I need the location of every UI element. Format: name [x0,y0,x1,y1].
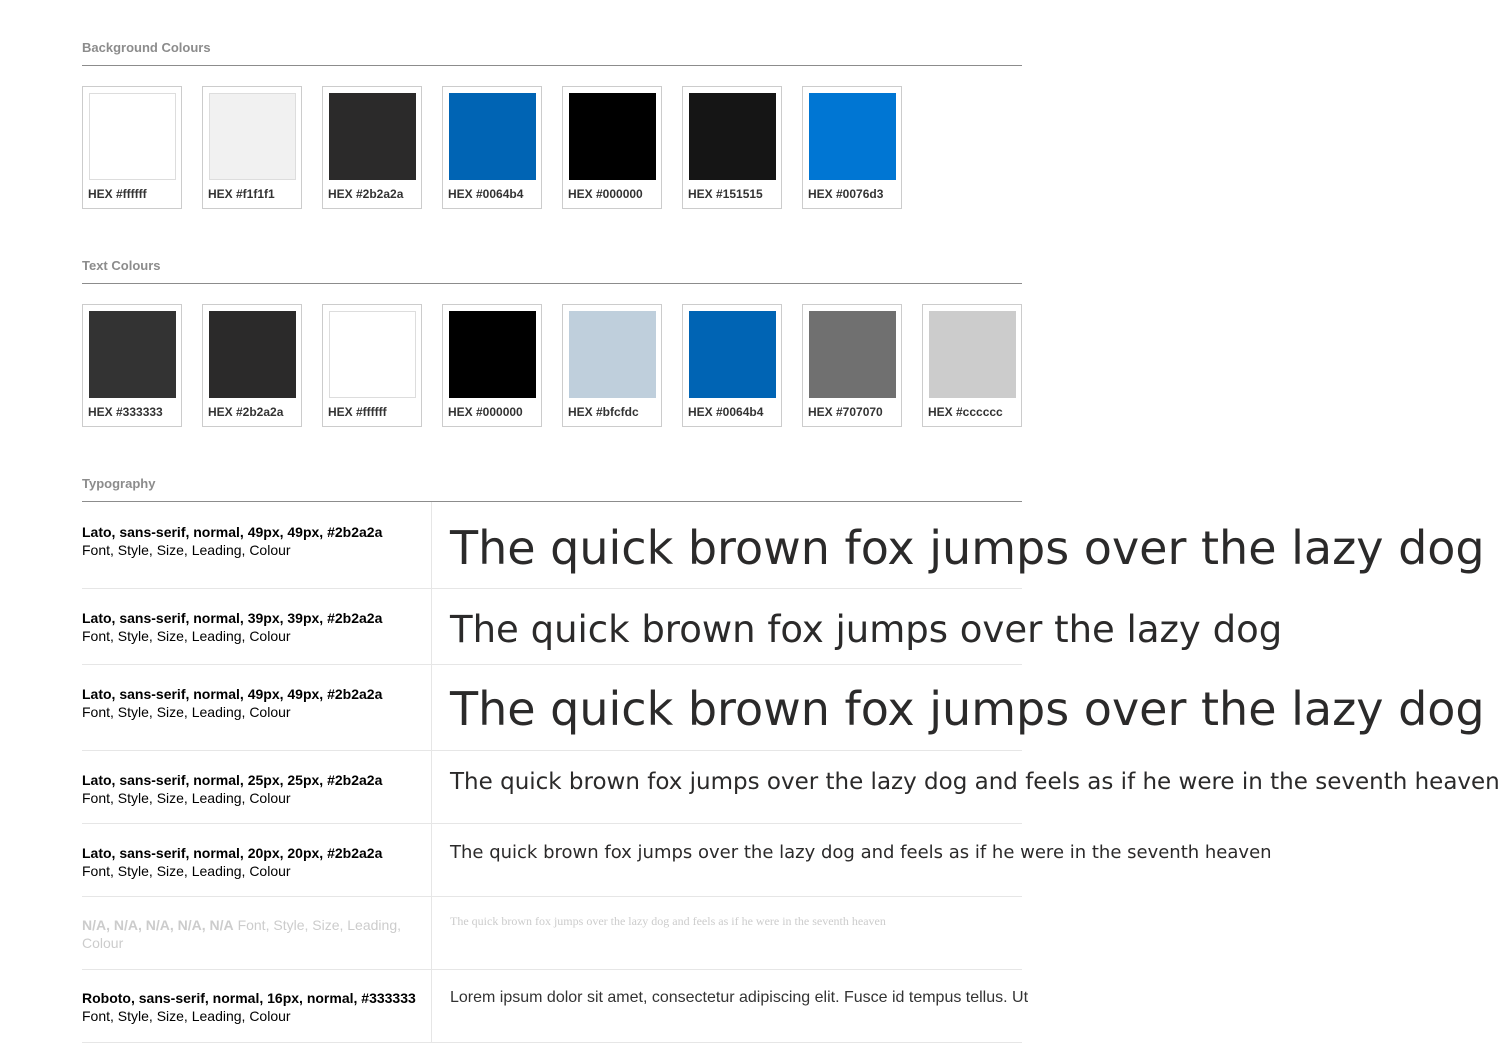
spec-values: Lato, sans-serif, normal, 49px, 49px, #2b2a2a [82,686,383,702]
text-colours-swatches [82,304,1042,428]
color-chip [569,93,656,180]
spec-values: Lato, sans-serif, normal, 49px, 49px, #2b2a2a [82,524,383,540]
spec-descriptor: Font, Style, Size, Leading, Colour [82,917,401,951]
typography-sample: The quick brown fox jumps over the lazy dog [450,608,1283,651]
hex-label: HEX #000000 [568,187,643,201]
swatch [802,86,902,209]
color-chip [89,93,176,180]
background-colours-divider [82,65,1022,66]
swatch [322,304,422,427]
hex-label: HEX #0076d3 [808,187,884,201]
swatch [322,86,422,209]
color-chip [209,311,296,398]
color-chip [569,311,656,398]
swatch [562,304,662,427]
hex-label: HEX #707070 [808,405,883,419]
spec-values: N/A, N/A, N/A, N/A, N/A [82,917,234,933]
typography-spec [82,685,417,721]
typography-sample: Lorem ipsum dolor sit amet, consectetur adipiscing elit. Fusce id tempus tellus. Ut [450,989,1029,1006]
typography-spec [82,609,417,645]
typography-sample: The quick brown fox jumps over the lazy dog [450,521,1485,575]
typography-row [82,897,1022,970]
typography-spec-cell [82,502,432,588]
typography-spec-cell [82,824,432,896]
swatch [82,86,182,209]
color-chip [89,311,176,398]
spec-descriptor: Font, Style, Size, Leading, Colour [82,542,291,558]
hex-label: HEX #2b2a2a [208,405,284,419]
spec-descriptor: Font, Style, Size, Leading, Colour [82,863,291,879]
color-chip [809,311,896,398]
typography-spec [82,989,417,1025]
hex-label: HEX #000000 [448,405,523,419]
spec-descriptor: Font, Style, Size, Leading, Colour [82,628,291,644]
typography-row [82,502,1485,589]
swatch [442,304,542,427]
typography-row [82,970,1029,1043]
swatch [82,304,182,427]
typography-row [82,665,1485,751]
typography-spec [82,844,417,880]
color-chip [449,311,536,398]
hex-label: HEX #f1f1f1 [208,187,275,201]
hex-label: HEX #151515 [688,187,763,201]
typography-table [82,502,1500,1043]
swatch [682,86,782,209]
text-colours-title: Text Colours [82,258,161,273]
text-colours-divider [82,283,1022,284]
swatch [802,304,902,427]
typography-row [82,589,1283,665]
typography-row [82,824,1272,897]
typography-row [82,751,1500,824]
spec-descriptor: Font, Style, Size, Leading, Colour [82,704,291,720]
typography-spec-cell [82,751,432,823]
typography-sample: The quick brown fox jumps over the lazy dog and feels as if he were in the seventh heaven [450,914,886,928]
spec-values: Lato, sans-serif, normal, 20px, 20px, #2b2a2a [82,845,383,861]
spec-descriptor: Font, Style, Size, Leading, Colour [82,790,291,806]
color-chip [329,311,416,398]
spec-descriptor: Font, Style, Size, Leading, Colour [82,1008,291,1024]
hex-label: HEX #cccccc [928,405,1003,419]
hex-label: HEX #bfcfdc [568,405,639,419]
background-colours-swatches [82,86,1042,210]
spec-values: Lato, sans-serif, normal, 25px, 25px, #2b2a2a [82,772,383,788]
swatch [922,304,1022,427]
hex-label: HEX #333333 [88,405,163,419]
swatch [202,86,302,209]
hex-label: HEX #0064b4 [688,405,764,419]
color-chip [449,93,536,180]
hex-label: HEX #ffffff [88,187,147,201]
color-chip [689,311,776,398]
typography-spec [82,771,417,807]
color-chip [929,311,1016,398]
typography-spec [82,523,417,559]
typography-spec [82,916,417,952]
swatch [442,86,542,209]
swatch [562,86,662,209]
typography-spec-cell [82,970,432,1042]
hex-label: HEX #0064b4 [448,187,524,201]
hex-label: HEX #2b2a2a [328,187,404,201]
swatch [682,304,782,427]
color-chip [689,93,776,180]
typography-spec-cell [82,665,432,750]
background-colours-title: Background Colours [82,40,211,55]
color-chip [809,93,896,180]
color-chip [209,93,296,180]
hex-label: HEX #ffffff [328,405,387,419]
spec-values: Roboto, sans-serif, normal, 16px, normal, #333333 [82,990,416,1006]
color-chip [329,93,416,180]
typography-sample: The quick brown fox jumps over the lazy dog and feels as if he were in the seventh heaven [450,769,1500,795]
typography-title: Typography [82,476,156,491]
typography-sample: The quick brown fox jumps over the lazy dog [450,682,1485,736]
swatch [202,304,302,427]
typography-spec-cell [82,589,432,664]
typography-sample: The quick brown fox jumps over the lazy dog and feels as if he were in the seventh heaven [450,842,1272,863]
spec-values: Lato, sans-serif, normal, 39px, 39px, #2b2a2a [82,610,383,626]
typography-spec-cell [82,897,432,969]
